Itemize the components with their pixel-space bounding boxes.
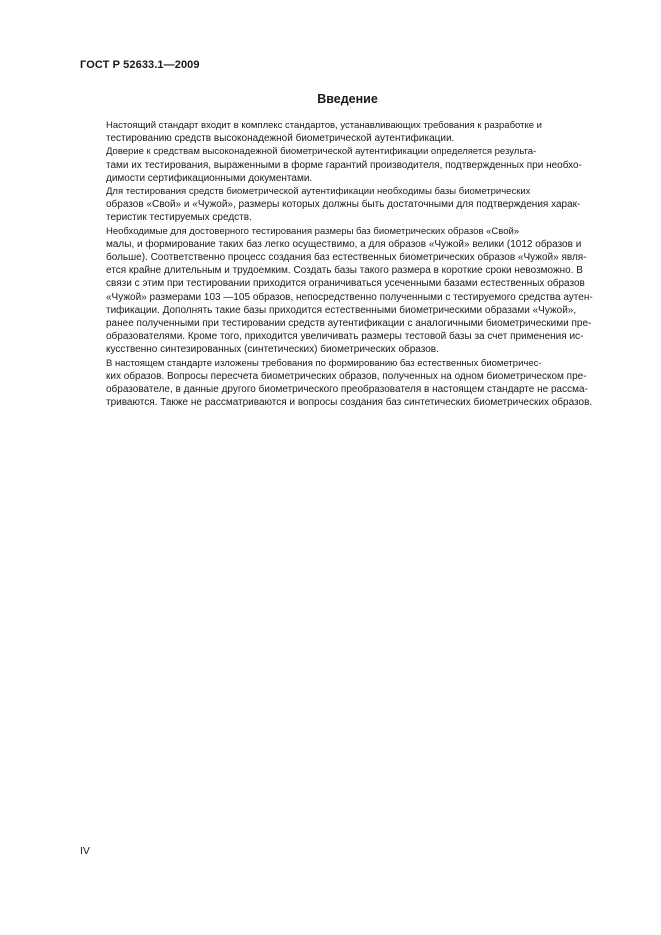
introduction-body [80, 119, 613, 409]
text-line: малы, и формирование таких баз легко осуществимо, а для образов «Чужой» велики (1012 образов и [106, 238, 582, 250]
paragraph-5 [80, 357, 613, 410]
text-line: В настоящем стандарте изложены требования по формированию баз естественных биометричес- [106, 357, 542, 369]
text-line: триваются. Также не рассматриваются и вопросы создания баз синтетических биометрических образов. [106, 397, 593, 409]
text-line: Необходимые для достоверного тестирования размеры баз биометрических образов «Свой» [106, 225, 520, 237]
text-line: тестированию средств высоконадежной биометрической аутентификации. [106, 133, 455, 145]
paragraph-1 [80, 119, 613, 145]
text-line: тами их тестирования, выраженными в форме гарантий производителя, подтвержденных при необхо- [106, 159, 582, 171]
text-line: кусственно синтезированных (синтетических) биометрических образов. [106, 344, 439, 356]
text-line: образов «Свой» и «Чужой», размеры которых должны быть достаточными для подтверждения харак- [106, 199, 581, 211]
text-line: тификации. Дополнять такие базы приходится естественными биометрическими образами «Чужой», [106, 304, 577, 316]
text-line: больше). Соответственно процесс создания баз естественных биометрических образов «Чужой» явля- [106, 252, 587, 264]
text-line: ется крайне длительным и трудоемким. Создать базы такого размера в короткие сроки невозможно. В [106, 265, 583, 277]
text-line: Для тестирования средств биометрической аутентификации необходимы базы биометрических [106, 186, 531, 198]
text-line: образователе, в данные другого биометрического преобразователя в настоящем стандарте не рассма- [106, 384, 588, 396]
paragraph-4 [80, 225, 613, 357]
text-line: теристик тестируемых средств. [106, 212, 252, 224]
text-line: связи с этим при тестировании приходится ограничиваться усеченными базами естественных образов [106, 278, 585, 290]
text-line: Настоящий стандарт входит в комплекс стандартов, устанавливающих требования к разработке и [106, 120, 542, 131]
text-line: ких образов. Вопросы пересчета биометрических образов, полученных на одном биометрическом пре- [106, 370, 587, 382]
paragraph-2 [80, 145, 613, 185]
section-title: Введение [317, 92, 378, 106]
text-line: «Чужой» размерами 103 —105 образов, непосредственно полученными с тестируемого средства аутен- [106, 291, 593, 303]
document-header: ГОСТ Р 52633.1—2009 [80, 59, 200, 71]
page-number: IV [80, 845, 90, 857]
paragraph-3 [80, 185, 613, 225]
text-line: ранее полученными при тестировании средств аутентификации с аналогичными биометрическими пре- [106, 318, 592, 330]
text-line: образователями. Кроме того, приходится увеличивать размеры тестовой базы за счет применения ис- [106, 331, 584, 343]
text-line: Доверие к средствам высоконадежной биометрической аутентификации определяется результа- [106, 146, 537, 158]
text-line: димости сертификационными документами. [106, 172, 313, 184]
